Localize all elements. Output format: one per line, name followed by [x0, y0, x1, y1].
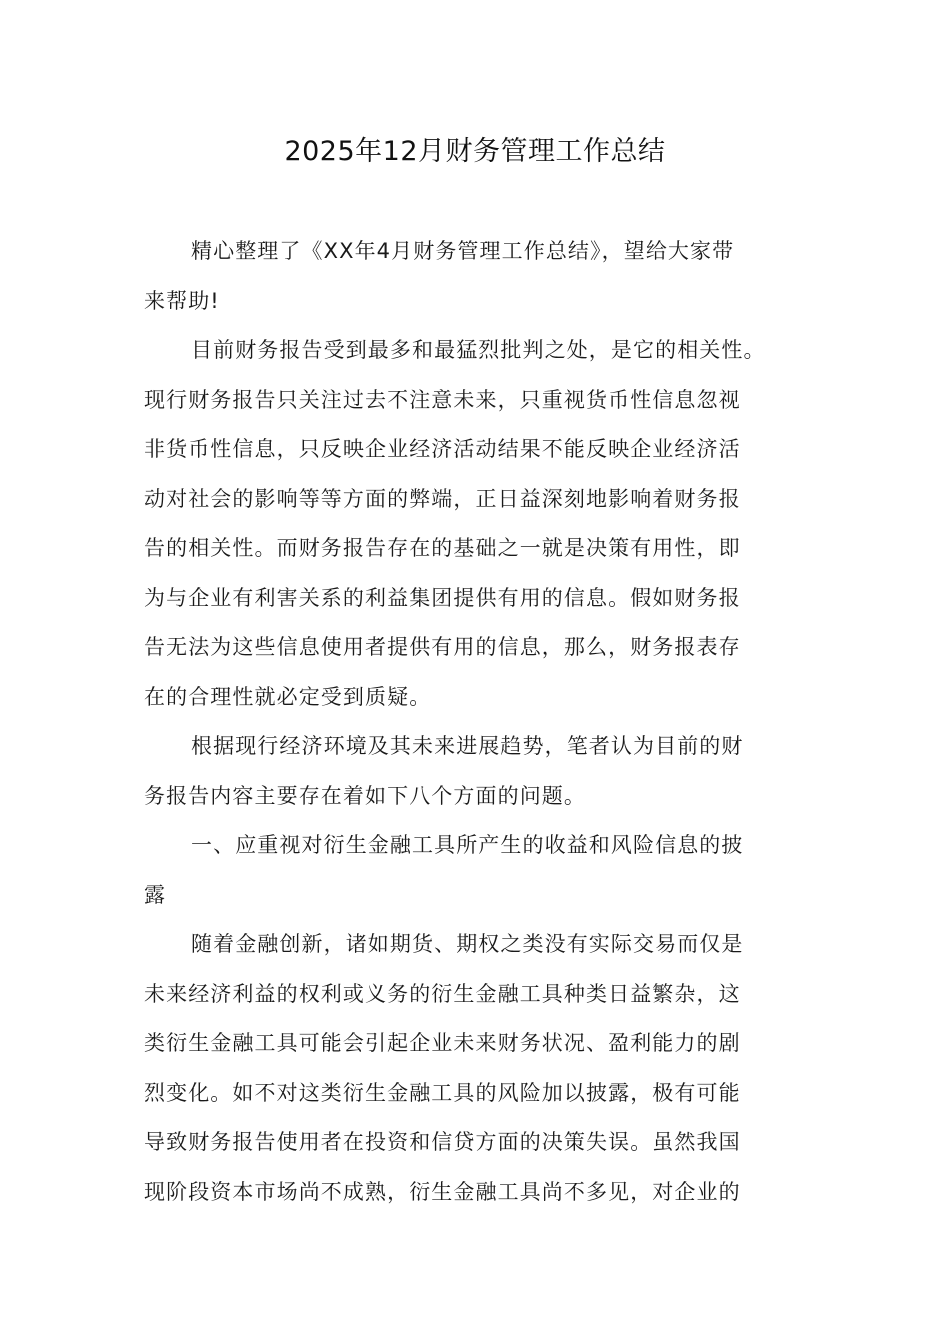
document-body: [144, 227, 806, 1217]
paragraph-intro: [144, 227, 806, 326]
text-line: 告无法为这些信息使用者提供有用的信息，那么，财务报表存: [144, 635, 741, 659]
text-line: 现行财务报告只关注过去不注意未来，只重视货币性信息忽视: [144, 387, 741, 412]
text-line: 在的合理性就必定受到质疑。: [144, 684, 432, 709]
text-line: 目前财务报告受到最多和最猛烈批判之处，是它的相关性。: [191, 338, 766, 362]
text-line: 露: [144, 882, 167, 907]
text-line: 来帮助!: [144, 288, 220, 313]
text-line: 为与企业有利害关系的利益集团提供有用的信息。假如财务报: [144, 585, 741, 610]
text-line: 未来经济利益的权利或义务的衍生金融工具种类日益繁杂，这: [144, 981, 741, 1006]
text-line: 非货币性信息，只反映企业经济活动结果不能反映企业经济活: [144, 437, 741, 461]
text-line: 根据现行经济环境及其未来进展趋势，笔者认为目前的财: [191, 734, 744, 758]
text-line: 类衍生金融工具可能会引起企业未来财务状况、盈利能力的剧: [144, 1031, 741, 1055]
document-title: 2025年12月财务管理工作总结: [284, 136, 666, 167]
section-heading-1: [144, 821, 806, 920]
paragraph-relevance: [144, 326, 806, 722]
text-line: 精心整理了《XX年4月财务管理工作总结》，望给大家带: [191, 239, 735, 263]
text-line: 动对社会的影响等等方面的弊端，正日益深刻地影响着财务报: [144, 486, 741, 511]
text-line: 随着金融创新，诸如期货、期权之类没有实际交易而仅是: [191, 932, 744, 956]
paragraph-derivatives: [144, 920, 806, 1217]
text-line: 一、应重视对衍生金融工具所产生的收益和风险信息的披: [191, 833, 744, 857]
text-line: 告的相关性。而财务报告存在的基础之一就是决策有用性，即: [144, 536, 741, 560]
text-line: 导致财务报告使用者在投资和信贷方面的决策失误。虽然我国: [144, 1130, 741, 1154]
text-line: 烈变化。如不对这类衍生金融工具的风险加以披露，极有可能: [144, 1080, 741, 1105]
paragraph-problems: [144, 722, 806, 821]
text-line: 务报告内容主要存在着如下八个方面的问题。: [144, 783, 586, 808]
text-line: 现阶段资本市场尚不成熟，衍生金融工具尚不多见，对企业的: [144, 1179, 741, 1204]
